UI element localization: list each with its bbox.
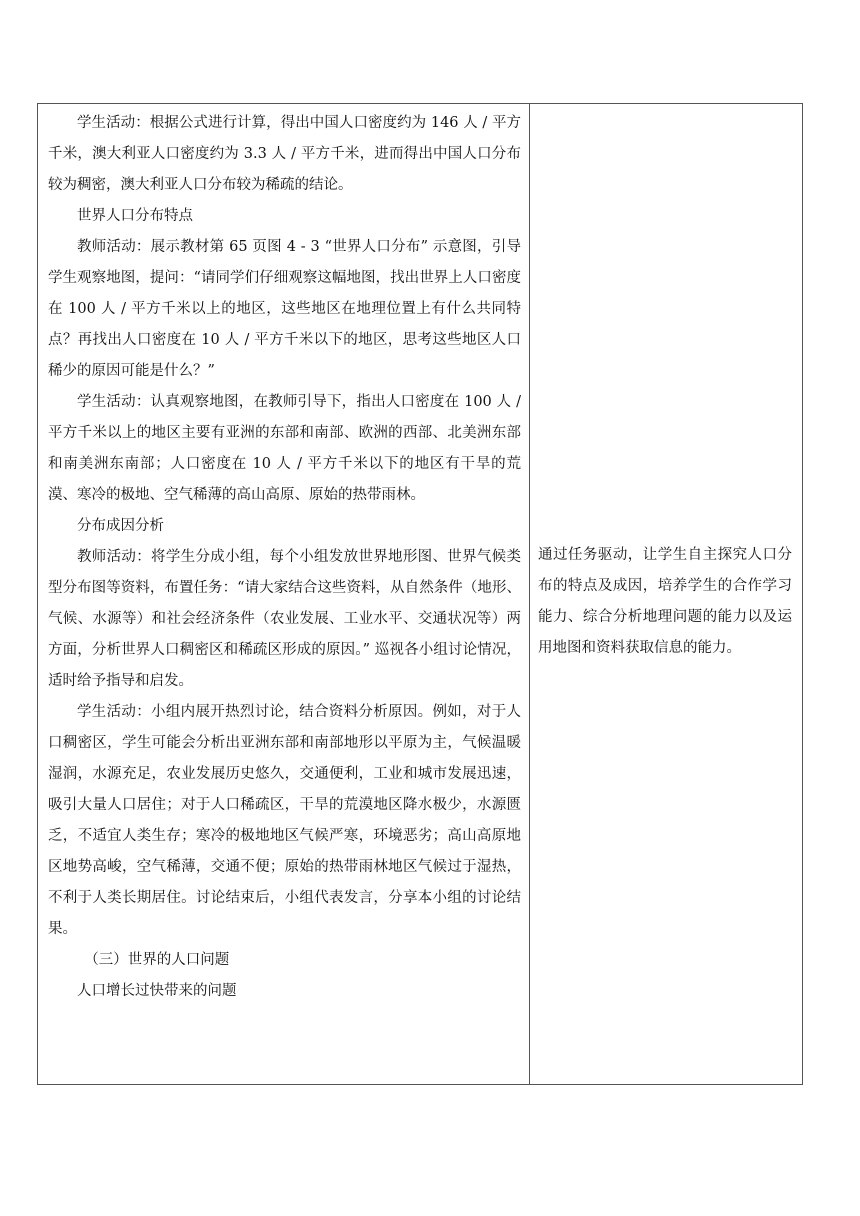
design-intent-note: 通过任务驱动，让学生自主探究人口分布的特点及成因，培养学生的合作学习能力、综合分析地理问题的能力以及运用地图和资料获取信息的能力。 <box>538 547 792 656</box>
lesson-plan-table <box>37 103 803 1085</box>
design-intent-cell <box>530 104 802 1084</box>
teacher-activity-paragraph: 教师活动：展示教材第 65 页图 4 - 3 “世界人口分布” 示意图，引导学生观察地图，提问：“请同学们仔细观察这幅地图，找出世界上人口密度在 100 人 / 平方千米以上的地区，这些地区在地理位置上有什么共同特点？再找出人口密度在 10 人 / 平方千米以下的地区，思考这些地区人口稀少的原因可能是什么？” <box>48 239 521 379</box>
subheading-rapid-growth-problems: 人口增长过快带来的问题 <box>77 983 237 999</box>
teacher-activity-paragraph: 教师活动：将学生分成小组，每个小组发放世界地形图、世界气候类型分布图等资料，布置任务：“请大家结合这些资料，从自然条件（地形、气候、水源等）和社会经济条件（农业发展、工业水平、交通状况等）两方面，分析世界人口稠密区和稀疏区形成的原因。” 巡视各小组讨论情况，适时给予指导和启发。 <box>48 549 521 689</box>
section-heading-population-problems: （三）世界的人口问题 <box>84 952 230 968</box>
subheading-cause-analysis: 分布成因分析 <box>77 518 164 534</box>
subheading-distribution-features: 世界人口分布特点 <box>77 208 193 224</box>
teaching-process-cell <box>38 104 530 1084</box>
student-activity-paragraph: 学生活动：认真观察地图，在教师引导下，指出人口密度在 100 人 / 平方千米以上的地区主要有亚洲的东部和南部、欧洲的西部、北美洲东部和南美洲东南部；人口密度在 10 人 / 平方千米以下的地区有干旱的荒漠、寒冷的极地、空气稀薄的高山高原、原始的热带雨林。 <box>48 394 521 503</box>
student-activity-paragraph: 学生活动：根据公式进行计算，得出中国人口密度约为 146 人 / 平方千米，澳大利亚人口密度约为 3.3 人 / 平方千米，进而得出中国人口分布较为稠密，澳大利亚人口分布较为稀疏的结论。 <box>48 115 521 193</box>
student-activity-paragraph: 学生活动：小组内展开热烈讨论，结合资料分析原因。例如，对于人口稠密区，学生可能会分析出亚洲东部和南部地形以平原为主，气候温暖湿润，水源充足，农业发展历史悠久，交通便利，工业和城市发展迅速，吸引大量人口居住；对于人口稀疏区，干旱的荒漠地区降水极少，水源匮乏，不适宜人类生存；寒冷的极地地区气候严寒，环境恶劣；高山高原地区地势高峻，空气稀薄，交通不便；原始的热带雨林地区气候过于湿热，不利于人类长期居住。讨论结束后，小组代表发言，分享本小组的讨论结果。 <box>48 704 521 937</box>
